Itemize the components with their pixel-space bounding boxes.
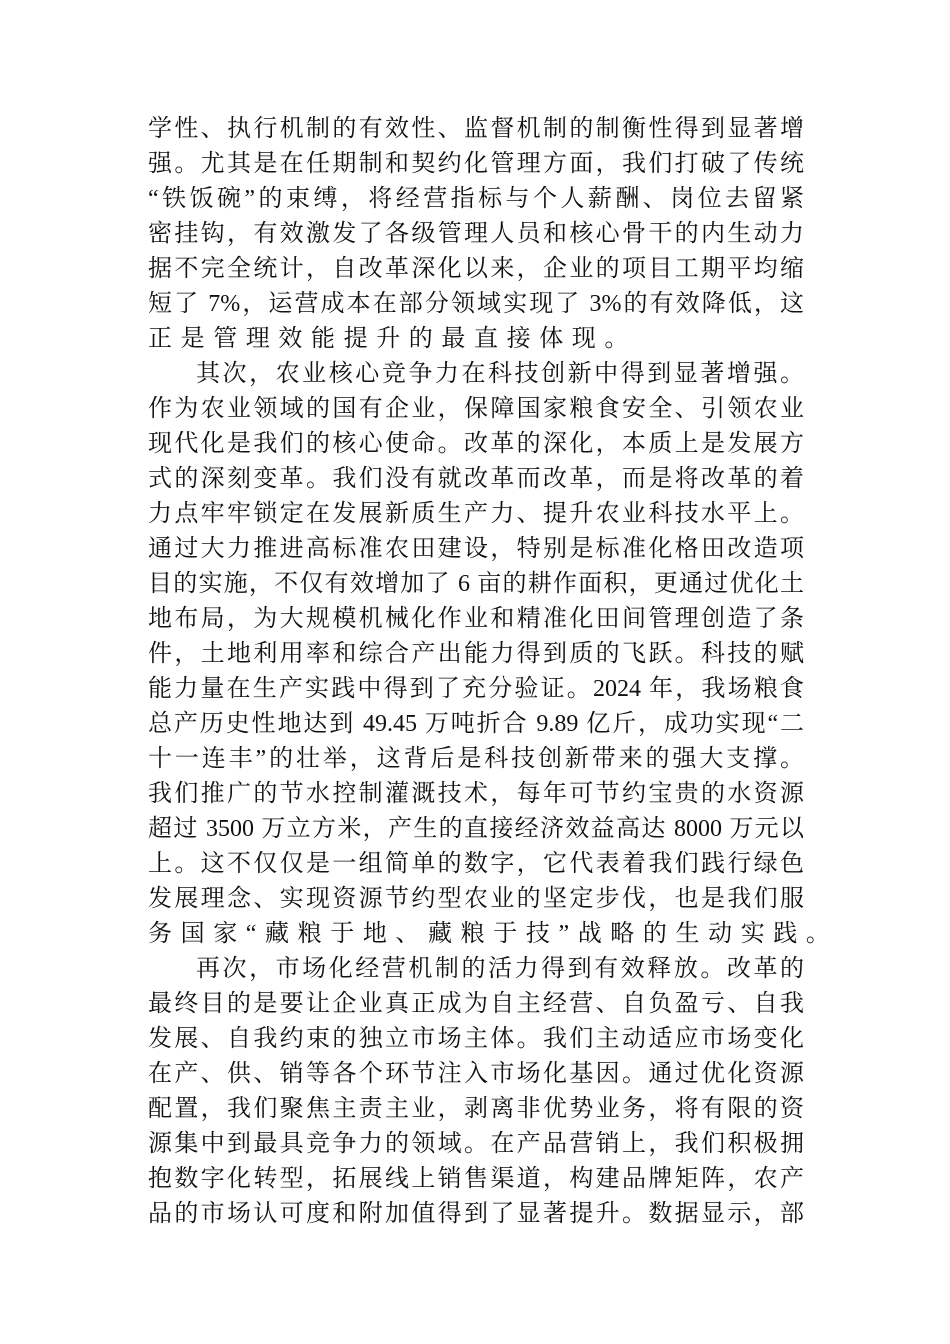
text-line: 正是管理效能提升的最直接体现。 — [148, 326, 637, 352]
text-line: 我们推广的节水控制灌溉技术，每年可节约宝贵的水资源 — [148, 781, 804, 807]
text-line: 上。这不仅仅是一组简单的数字，它代表着我们践行绿色 — [148, 851, 804, 877]
text-line: 最终目的是要让企业真正成为自主经营、自负盈亏、自我 — [148, 991, 804, 1017]
text-line: “铁饭碗”的束缚，将经营指标与个人薪酬、岗位去留紧 — [148, 186, 804, 212]
text-line: 能力量在生产实践中得到了充分验证。2024 年，我场粮食 — [148, 676, 804, 702]
text-line: 式的深刻变革。我们没有就改革而改革，而是将改革的着 — [148, 466, 804, 492]
text-line: 品的市场认可度和附加值得到了显著提升。数据显示，部 — [148, 1201, 804, 1227]
paragraph-management-efficiency — [148, 112, 804, 357]
text-line: 配置，我们聚焦主责主业，剥离非优势业务，将有限的资 — [148, 1096, 804, 1122]
text-line: 超过 3500 万立方米，产生的直接经济效益高达 8000 万元以 — [148, 816, 804, 842]
paragraph-market-mechanism — [148, 952, 804, 1232]
text-line: 源集中到最具竞争力的领域。在产品营销上，我们积极拥 — [148, 1131, 804, 1157]
text-line: 现代化是我们的核心使命。改革的深化，本质上是发展方 — [148, 431, 804, 457]
text-line: 地布局，为大规模机械化作业和精准化田间管理创造了条 — [148, 606, 804, 632]
text-line: 件，土地利用率和综合产出能力得到质的飞跃。科技的赋 — [148, 641, 804, 667]
text-line: 再次，市场化经营机制的活力得到有效释放。改革的 — [196, 956, 804, 982]
text-line: 发展理念、实现资源节约型农业的坚定步伐，也是我们服 — [148, 886, 804, 912]
text-line: 目的实施，不仅有效增加了 6 亩的耕作面积，更通过优化土 — [148, 571, 804, 597]
text-line: 发展、自我约束的独立市场主体。我们主动适应市场变化 — [148, 1026, 804, 1052]
text-line: 力点牢牢锁定在发展新质生产力、提升农业科技水平上。 — [148, 501, 804, 527]
text-line: 总产历史性地达到 49.45 万吨折合 9.89 亿斤，成功实现“二 — [148, 711, 804, 737]
text-line: 十一连丰”的壮举，这背后是科技创新带来的强大支撑。 — [148, 746, 804, 772]
text-line: 其次，农业核心竞争力在科技创新中得到显著增强。 — [196, 361, 804, 387]
text-line: 作为农业领域的国有企业，保障国家粮食安全、引领农业 — [148, 396, 804, 422]
text-line: 强。尤其是在任期制和契约化管理方面，我们打破了传统 — [148, 151, 804, 177]
text-line: 密挂钩，有效激发了各级管理人员和核心骨干的内生动力 — [148, 221, 804, 247]
paragraph-technology-innovation — [148, 357, 839, 952]
text-line: 在产、供、销等各个环节注入市场化基因。通过优化资源 — [148, 1061, 804, 1087]
text-line: 通过大力推进高标准农田建设，特别是标准化格田改造项 — [148, 536, 804, 562]
document-page — [148, 112, 839, 1232]
text-line: 学性、执行机制的有效性、监督机制的制衡性得到显著增 — [148, 116, 804, 142]
text-line: 短了 7%，运营成本在部分领域实现了 3%的有效降低，这 — [148, 291, 804, 317]
text-line: 务国家“藏粮于地、藏粮于技”战略的生动实践。 — [148, 921, 839, 947]
text-line: 抱数字化转型，拓展线上销售渠道，构建品牌矩阵，农产 — [148, 1166, 804, 1192]
text-line: 据不完全统计，自改革深化以来，企业的项目工期平均缩 — [148, 256, 804, 282]
